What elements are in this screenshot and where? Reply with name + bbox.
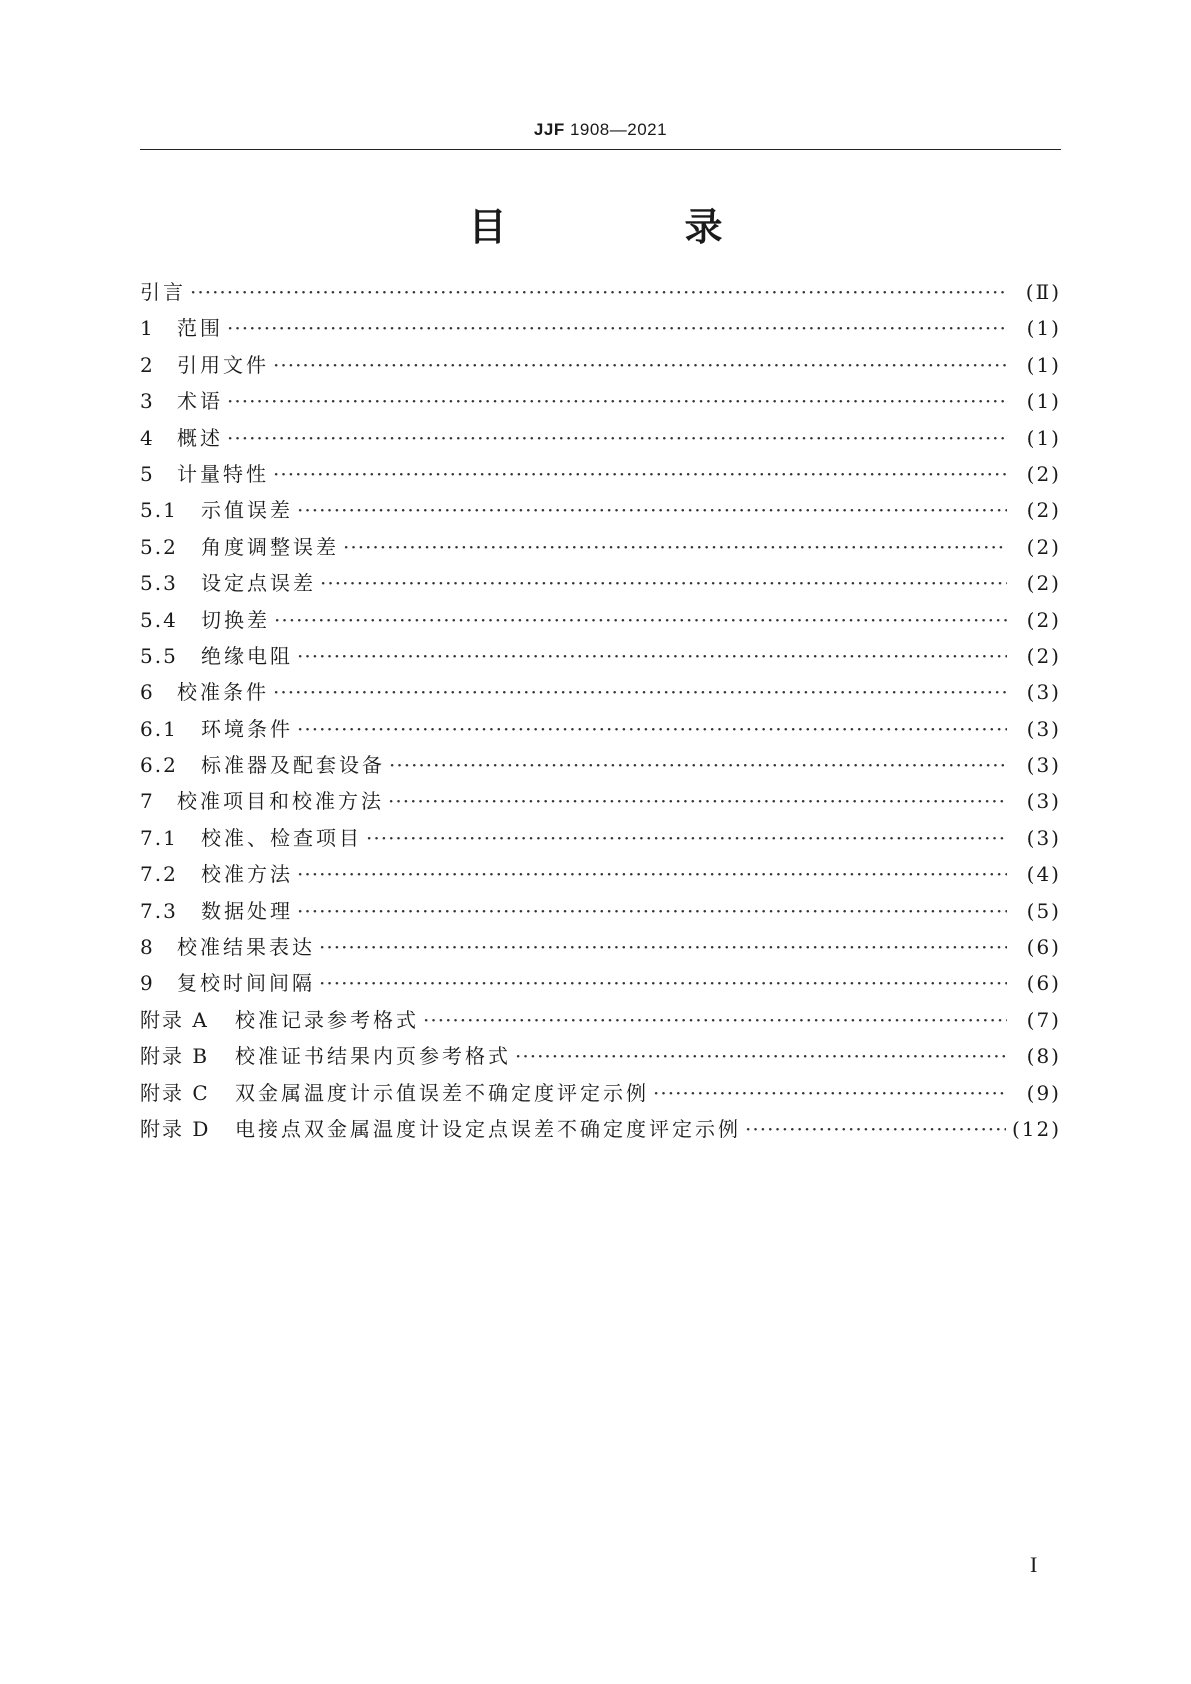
toc-entry[interactable] (140, 1077, 1061, 1113)
standard-code: JJF (533, 120, 565, 139)
toc-entry[interactable] (140, 1004, 1061, 1040)
toc-entry[interactable] (140, 458, 1061, 494)
toc-entry-number: 5.5 (140, 643, 178, 668)
toc-entry-title: 引用文件 (177, 352, 269, 377)
toc-entry-title: 角度调整误差 (201, 534, 339, 559)
toc-entry-title: 环境条件 (201, 716, 293, 741)
toc-entry[interactable] (140, 604, 1061, 640)
toc-entry-number: 7.1 (140, 825, 178, 850)
toc-leader-dots (227, 426, 1007, 450)
toc-entry[interactable] (140, 713, 1061, 749)
toc-entry[interactable] (140, 1113, 1061, 1149)
toc-entry-title: 范围 (177, 316, 223, 341)
toc-entry-page: (12) (1011, 1116, 1061, 1141)
toc-entry-page: (6) (1026, 935, 1061, 960)
toc-leader-dots (297, 498, 1007, 522)
toc-entry-number: 附录 A (140, 1007, 209, 1032)
toc-entry-number: 2 (140, 352, 155, 377)
toc-entry-number: 7 (140, 789, 155, 814)
toc-entry-number: 5.2 (140, 534, 178, 559)
toc-entry-number: 附录 C (140, 1080, 210, 1105)
toc-leader-dots (745, 1117, 1006, 1141)
toc-leader-dots (297, 899, 1007, 923)
table-of-contents (140, 276, 1061, 1149)
toc-entry[interactable] (140, 749, 1061, 785)
toc-entry-number: 6 (140, 680, 155, 705)
toc-entry-page: (7) (1026, 1007, 1061, 1032)
toc-entry-title: 校准结果表达 (177, 935, 315, 960)
toc-entry[interactable] (140, 785, 1061, 821)
toc-entry[interactable] (140, 422, 1061, 458)
toc-entry-title: 计量特性 (177, 461, 269, 486)
toc-entry-title: 校准证书结果内页参考格式 (235, 1044, 511, 1069)
toc-entry[interactable] (140, 640, 1061, 676)
toc-entry-title: 概述 (177, 425, 223, 450)
toc-entry-number: 9 (140, 971, 155, 996)
toc-entry-number: 5 (140, 461, 155, 486)
toc-entry-number: 7.3 (140, 898, 178, 923)
toc-entry-title: 电接点双金属温度计设定点误差不确定度评定示例 (235, 1116, 741, 1141)
toc-entry[interactable] (140, 822, 1061, 858)
toc-entry-title: 校准项目和校准方法 (177, 789, 384, 814)
toc-entry-number: 5.3 (140, 571, 178, 596)
toc-entry[interactable] (140, 967, 1061, 1003)
toc-entry-title: 复校时间间隔 (177, 971, 315, 996)
toc-leader-dots (366, 826, 1007, 850)
toc-entry-page: (1) (1026, 389, 1061, 414)
toc-entry-page: (2) (1026, 571, 1061, 596)
toc-entry-title: 数据处理 (201, 898, 293, 923)
toc-entry-page: (9) (1026, 1080, 1061, 1105)
toc-entry-title: 校准方法 (201, 862, 293, 887)
toc-leader-dots (320, 571, 1007, 595)
toc-entry-title: 校准、检查项目 (201, 825, 362, 850)
toc-leader-dots (297, 644, 1007, 668)
toc-leader-dots (653, 1081, 1007, 1105)
toc-leader-dots (389, 753, 1007, 777)
toc-entry-title: 引言 (140, 280, 186, 304)
toc-entry-title: 切换差 (201, 607, 270, 632)
toc-leader-dots (273, 462, 1007, 486)
toc-entry-number: 附录 B (140, 1044, 210, 1069)
running-header (140, 120, 1061, 140)
toc-leader-dots (273, 353, 1007, 377)
toc-entry[interactable] (140, 676, 1061, 712)
toc-entry-number: 5.4 (140, 607, 178, 632)
toc-entry-title: 校准条件 (177, 680, 269, 705)
toc-entry-title: 示值误差 (201, 498, 293, 523)
toc-leader-dots (297, 862, 1007, 886)
toc-entry[interactable] (140, 312, 1061, 348)
toc-entry-number: 7.2 (140, 862, 178, 887)
toc-leader-dots (274, 608, 1007, 632)
toc-entry-page: (3) (1026, 825, 1061, 850)
toc-entry-number: 附录 D (140, 1116, 211, 1141)
toc-entry[interactable] (140, 895, 1061, 931)
toc-entry[interactable] (140, 385, 1061, 421)
toc-entry-title: 校准记录参考格式 (235, 1007, 419, 1032)
toc-entry[interactable] (140, 494, 1061, 530)
toc-entry-page: (5) (1026, 898, 1061, 923)
toc-leader-dots (343, 535, 1007, 559)
toc-leader-dots (227, 316, 1007, 340)
toc-leader-dots (388, 789, 1007, 813)
page-number: I (1030, 1552, 1038, 1577)
toc-entry-title: 绝缘电阻 (201, 643, 293, 668)
toc-entry[interactable] (140, 531, 1061, 567)
toc-entry-title: 标准器及配套设备 (201, 753, 385, 778)
toc-entry-number: 1 (140, 316, 155, 341)
toc-entry-number: 6.1 (140, 716, 178, 741)
toc-leader-dots (273, 680, 1007, 704)
toc-entry-title: 设定点误差 (201, 571, 316, 596)
toc-entry-page: (8) (1026, 1044, 1061, 1069)
toc-entry[interactable] (140, 858, 1061, 894)
toc-leader-dots (297, 717, 1007, 741)
toc-entry-page: (2) (1026, 607, 1061, 632)
toc-entry-page: (1) (1026, 316, 1061, 341)
toc-entry-page: (2) (1026, 643, 1061, 668)
toc-entry-number: 3 (140, 389, 155, 414)
toc-entry-page: (Ⅱ) (1025, 280, 1061, 304)
toc-entry[interactable] (140, 567, 1061, 603)
toc-leader-dots (515, 1044, 1007, 1068)
toc-entry-title: 术语 (177, 389, 223, 414)
toc-entry-number: 8 (140, 935, 155, 960)
toc-entry-page: (3) (1026, 753, 1061, 778)
toc-title: 目 录 (468, 205, 793, 249)
toc-entry-page: (6) (1026, 971, 1061, 996)
toc-entry-page: (2) (1026, 461, 1061, 486)
toc-entry-number: 4 (140, 425, 155, 450)
toc-entry[interactable] (140, 931, 1061, 967)
standard-number: 1908—2021 (569, 120, 668, 139)
toc-entry-page: (1) (1026, 425, 1061, 450)
toc-entry-number: 6.2 (140, 753, 178, 778)
toc-entry-page: (2) (1026, 534, 1061, 559)
toc-entry-page: (3) (1026, 716, 1061, 741)
toc-entry-page: (1) (1026, 352, 1061, 377)
toc-entry-page: (3) (1026, 680, 1061, 705)
toc-leader-dots (190, 280, 1007, 304)
toc-leader-dots (227, 389, 1007, 413)
toc-entry-number: 5.1 (140, 498, 178, 523)
toc-entry[interactable] (140, 1040, 1061, 1076)
toc-entry-page: (3) (1026, 789, 1061, 814)
toc-entry-page: (4) (1026, 862, 1061, 887)
toc-leader-dots (319, 971, 1007, 995)
toc-entry-title: 双金属温度计示值误差不确定度评定示例 (235, 1080, 649, 1105)
header-rule (140, 149, 1061, 150)
toc-entry[interactable] (140, 349, 1061, 385)
toc-entry-page: (2) (1026, 498, 1061, 523)
toc-entry[interactable] (140, 276, 1061, 312)
toc-leader-dots (319, 935, 1007, 959)
toc-leader-dots (423, 1008, 1007, 1032)
